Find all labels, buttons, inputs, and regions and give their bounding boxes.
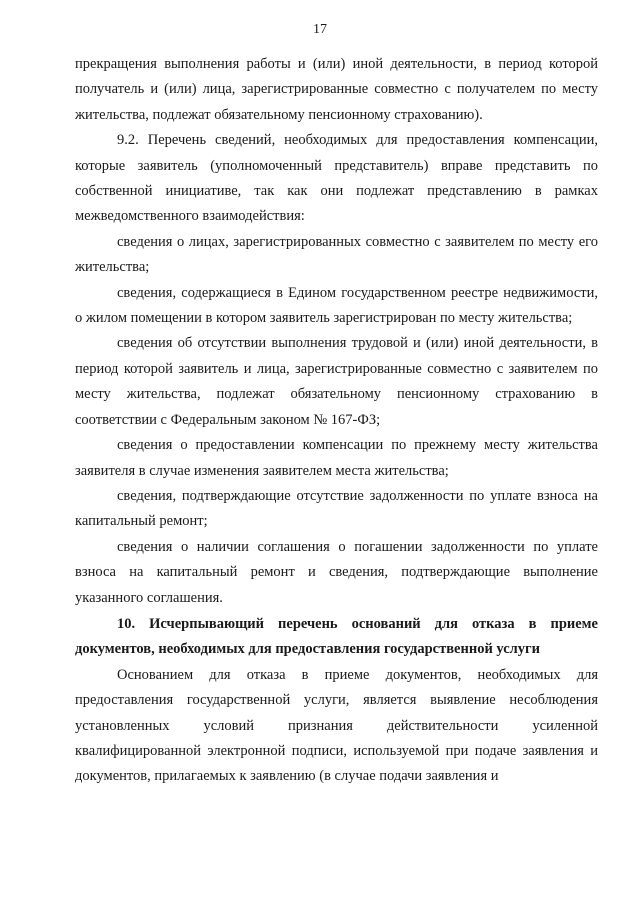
list-item-no-debt: сведения, подтверждающие отсутствие задолженности по уплате взноса на капитальный ремонт; [75, 487, 598, 530]
list-item-previous-residence: сведения о предоставлении компенсации по прежнему месту жительства заявителя в случае изменения заявителем места жительства; [75, 437, 598, 479]
page-number: 17 [313, 22, 327, 37]
paragraph-10-body: Основанием для отказа в приеме документов, необходимых для предоставления государственной услуги, является выявление несоблюдения установленных условий признания действительности усиленной квалифицированной электронной подписи, используемой при подаче заявления и документов, прилагаемых к заявлению (в случае подачи заявления и [75, 666, 598, 785]
paragraph-9-2: 9.2. Перечень сведений, необходимых для предоставления компенсации, которые заявитель (уполномоченный представитель) вправе представить по собственной инициативе, так как они подлежат представлению в рамках межведомственного взаимодействия: [75, 132, 598, 225]
list-item-no-employment: сведения об отсутствии выполнения трудовой и (или) иной деятельности, в период которой заявитель и лица, зарегистрированные совместно с заявителем по месту жительства, подлежат обязательному пенсионному страхованию в соответствии с Федеральным законом № 167-ФЗ; [75, 335, 598, 428]
section-heading-10: 10. Исчерпывающий перечень оснований для отказа в приеме документов, необходимых для предоставления государственной услуги [75, 615, 598, 658]
list-item-real-estate-registry: сведения, содержащиеся в Едином государственном реестре недвижимости, о жилом помещении в котором заявитель зарегистрирован по месту жительства; [75, 284, 598, 327]
list-item-registered-persons: сведения о лицах, зарегистрированных совместно с заявителем по месту его жительства; [75, 233, 598, 276]
list-item-debt-agreement: сведения о наличии соглашения о погашении задолженности по уплате взноса на капитальный ремонт и сведения, подтверждающие выполнение указанного соглашения. [75, 538, 598, 606]
paragraph-continuation: прекращения выполнения работы и (или) иной деятельности, в период которой получатель и (или) лица, зарегистрированные совместно с получателем по месту жительства, подлежат обязательному пенсионному страхованию). [75, 56, 598, 123]
document-body [75, 52, 598, 790]
